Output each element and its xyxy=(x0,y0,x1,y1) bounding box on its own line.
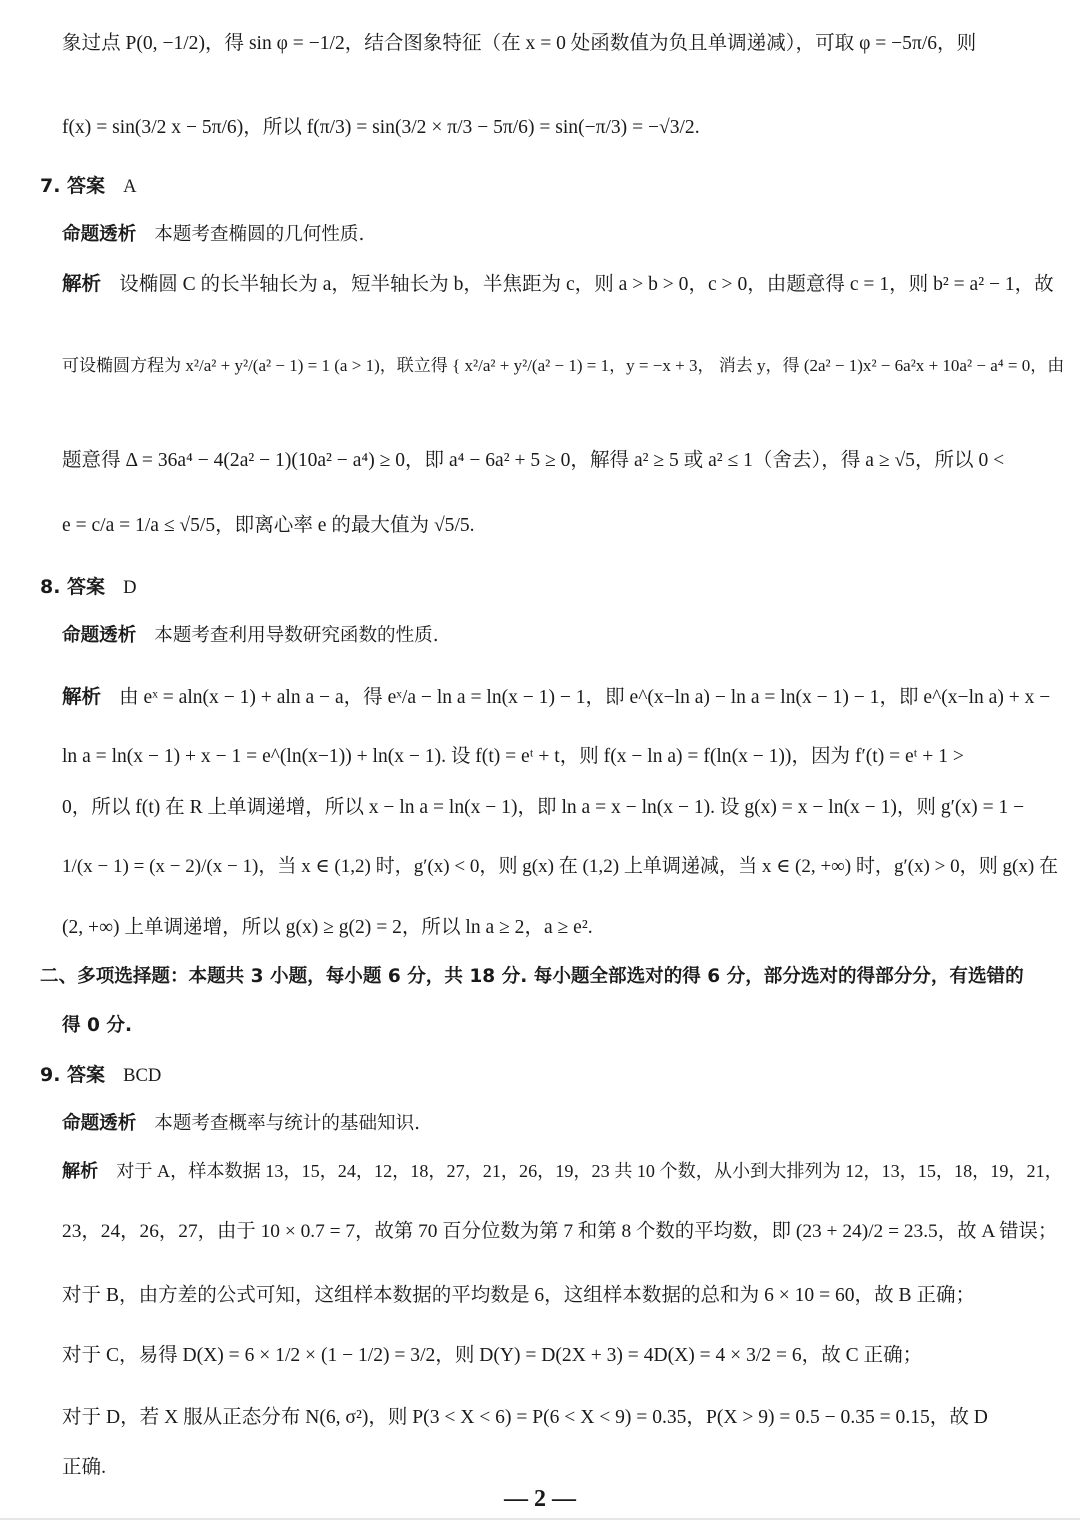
topic-label: 命题透析 xyxy=(62,224,137,245)
topic-label: 命题透析 xyxy=(62,625,137,646)
text-line: 1/(x − 1) = (x − 2)/(x − 1)，当 x ∈ (1,2) 时，g′(x) < 0，则 g(x) 在 (1,2) 上单调递减，当 x ∈ (2, +∞) 时，g′(x) > 0，则 g(x) 在 xyxy=(62,856,1059,877)
analysis-line xyxy=(0,685,1080,709)
question-number: 9. 答案 xyxy=(40,1064,106,1086)
text-line: (2, +∞) 上单调递增，所以 g(x) ≥ g(2) = 2，所以 ln a ≥ 2，a ≥ e². xyxy=(62,917,593,938)
text-line: 0，所以 f(t) 在 R 上单调递增，所以 x − ln a = ln(x − 1)，即 ln a = x − ln(x − 1). 设 g(x) = x − ln(x − 1)，则 g′(x) = 1 − xyxy=(62,797,1025,818)
analysis-line xyxy=(0,272,1080,296)
text-line: 题意得 Δ = 36a⁴ − 4(2a² − 1)(10a² − a⁴) ≥ 0，即 a⁴ − 6a² + 5 ≥ 0，解得 a² ≥ 5 或 a² ≤ 1（舍去），得 a ≥ √5，所以 0 < xyxy=(62,450,1005,471)
analysis-label: 解析 xyxy=(62,272,102,295)
text-line: f(x) = sin(3/2 x − 5π/6)，所以 f(π/3) = sin(3/2 × π/3 − 5π/6) = sin(−π/3) = −√3/2. xyxy=(62,117,700,138)
section-2-title: 二、多项选择题：本题共 3 小题，每小题 6 分，共 18 分. 每小题全部选对的得 6 分，部分选对的得部分分，有选错的 xyxy=(40,966,1024,987)
topic-text: 本题考查利用导数研究函数的性质. xyxy=(154,625,439,646)
text-line: ln a = ln(x − 1) + x − 1 = e^(ln(x−1)) + ln(x − 1). 设 f(t) = eᵗ + t，则 f(x − ln a) = f(ln(x − 1))，因为 f′(t) = eᵗ + 1 > xyxy=(62,746,964,767)
topic-line xyxy=(0,1113,1080,1135)
text-line: e = c/a = 1/a ≤ √5/5，即离心率 e 的最大值为 √5/5. xyxy=(62,515,475,536)
text-line: 对于 B，由方差的公式可知，这组样本数据的平均数是 6，这组样本数据的总和为 6 × 10 = 60，故 B 正确； xyxy=(62,1285,976,1306)
topic-text: 本题考查概率与统计的基础知识. xyxy=(154,1113,421,1134)
question-number: 7. 答案 xyxy=(40,175,106,197)
text-line: 对于 A，样本数据 13，15，24，12，18，27，21，26，19，23 共 10 个数，从小到大排列为 12，13，15，18，19，21， xyxy=(116,1161,1063,1181)
text-line: 由 eˣ = aln(x − 1) + aln a − a，得 eˣ/a − ln a = ln(x − 1) − 1，即 e^(x−ln a) − ln a = ln(x − 1) − 1，即 e^(x−ln a) + x − xyxy=(119,687,1051,708)
answer-value: BCD xyxy=(123,1065,162,1086)
text-line: 设椭圆 C 的长半轴长为 a，短半轴长为 b，半焦距为 c，则 a > b > 0，c > 0，由题意得 c = 1，则 b² = a² − 1，故 xyxy=(119,274,1054,295)
question-7-header xyxy=(0,175,1080,198)
analysis-label: 解析 xyxy=(62,685,102,708)
question-8-header xyxy=(0,576,1080,599)
text-line: 正确. xyxy=(62,1457,106,1478)
text-line: 象过点 P(0, −1/2)，得 sin φ = −1/2，结合图象特征（在 x = 0 处函数值为负且单调递减），可取 φ = −5π/6，则 xyxy=(62,33,977,54)
answer-value: A xyxy=(123,176,137,197)
question-9-header xyxy=(0,1064,1080,1087)
topic-line xyxy=(0,224,1080,246)
text-line: 对于 C，易得 D(X) = 6 × 1/2 × (1 − 1/2) = 3/2，则 D(Y) = D(2X + 3) = 4D(X) = 4 × 3/2 = 6，故 C 正确； xyxy=(62,1345,923,1366)
question-number: 8. 答案 xyxy=(40,576,106,598)
analysis-label: 解析 xyxy=(62,1161,99,1182)
text-line: 可设椭圆方程为 x²/a² + y²/(a² − 1) = 1 (a > 1)，联立得 { x²/a² + y²/(a² − 1) = 1，y = −x + 3， 消去 y，得 (2a² − 1)x² − 6a²x + 10a² − a⁴ = 0，由 xyxy=(62,356,1065,375)
section-2-title-cont: 得 0 分. xyxy=(62,1015,133,1036)
topic-line xyxy=(0,625,1080,647)
bottom-divider xyxy=(0,1518,1080,1520)
page-number: — 2 — xyxy=(504,1486,576,1512)
text-line: 对于 D，若 X 服从正态分布 N(6, σ²)，则 P(3 < X < 6) = P(6 < X < 9) = 0.35，P(X > 9) = 0.5 − 0.35 = 0.15，故 D xyxy=(62,1407,988,1428)
text-line: 23，24，26，27，由于 10 × 0.7 = 7，故第 70 百分位数为第 7 和第 8 个数的平均数，即 (23 + 24)/2 = 23.5，故 A 错误； xyxy=(62,1221,1058,1242)
topic-label: 命题透析 xyxy=(62,1113,137,1134)
analysis-line xyxy=(0,1161,1080,1183)
topic-text: 本题考查椭圆的几何性质. xyxy=(154,224,365,245)
answer-value: D xyxy=(123,577,137,598)
